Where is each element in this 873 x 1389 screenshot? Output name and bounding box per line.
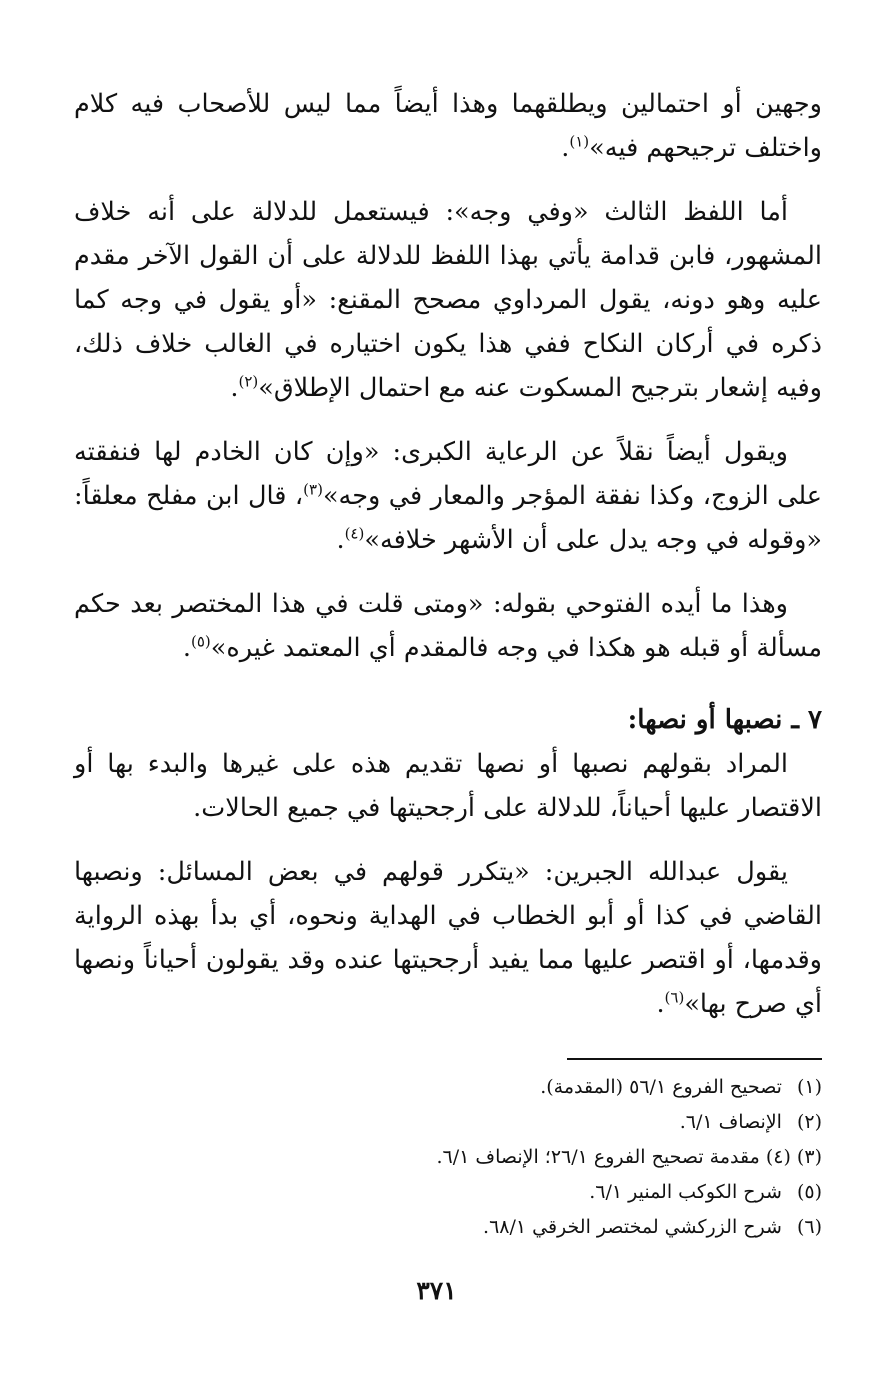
footnote-text: شرح الكوكب المنير ٦/١.	[589, 1181, 782, 1203]
footnote-1	[74, 1070, 822, 1105]
footnote-2	[74, 1105, 822, 1140]
paragraph-3	[74, 430, 822, 562]
footnote-5	[74, 1175, 822, 1210]
footnote-ref-4: (٤)	[344, 524, 365, 543]
footnote-text: الإنصاف ٦/١.	[679, 1111, 782, 1133]
paragraph-3-text-a: ويقول أيضاً نقلاً عن الرعاية الكبرى: «وإن كان الخادم لها فنفقته على الزوج، وكذا نفقة المؤجر والمعار في وجه»	[74, 437, 823, 511]
paragraph-4-text: وهذا ما أيده الفتوحي بقوله: «ومتى قلت في هذا المختصر بعد حكم مسألة أو قبله هو هكذا في وجه فالمقدم أي المعتمد غيره»	[74, 589, 822, 663]
footnote-text: تصحيح الفروع ٥٦/١ (المقدمة).	[540, 1076, 782, 1098]
main-text	[74, 82, 822, 1026]
footnote-text: شرح الزركشي لمختصر الخرقي ٦٨/١.	[483, 1216, 782, 1238]
paragraph-4-end: .	[182, 633, 191, 663]
footnote-number: (٦)	[796, 1216, 822, 1238]
paragraph-1	[74, 82, 822, 170]
page-number: ٣٧١	[416, 1276, 457, 1305]
paragraph-6	[74, 850, 822, 1026]
paragraph-5: المراد بقولهم نصبها أو نصها تقديم هذه على غيرها والبدء بها أو الاقتصار عليها أحياناً، للدلالة على أرجحيتها في جميع الحالات.	[74, 749, 822, 823]
footnote-ref-2: (٢)	[238, 372, 259, 391]
footnote-number: (١)	[796, 1076, 822, 1098]
paragraph-6-end: .	[656, 989, 665, 1019]
footnote-number: (٥)	[796, 1181, 822, 1203]
paragraph-3-end: .	[336, 525, 345, 555]
paragraph-2	[74, 190, 822, 410]
footnote-text: مقدمة تصحيح الفروع ٢٦/١؛ الإنصاف ٦/١.	[436, 1146, 760, 1168]
footnote-ref-3: (٣)	[303, 480, 323, 499]
footnote-divider	[567, 1058, 822, 1060]
paragraph-4	[74, 582, 822, 670]
section-heading: ٧ ـ نصبها أو نصها:	[627, 705, 822, 735]
paragraph-6-text: يقول عبدالله الجبرين: «يتكرر قولهم في بعض المسائل: ونصبها القاضي في كذا أو أبو الخطاب في الهداية ونحوه، أي بدأ بهذه الرواية وقدمها، أو اقتصر عليها مما يفيد أرجحيتها عنده وقد يقولون أحياناً ونصها أي صرح بها»	[74, 857, 822, 1019]
footnote-ref-1: (١)	[569, 132, 590, 151]
footnote-ref-5: (٥)	[190, 632, 211, 651]
paragraph-2-text: أما اللفظ الثالث «وفي وجه»: فيستعمل للدلالة على أنه خلاف المشهور، فابن قدامة يأتي بهذا اللفظ للدلالة على أن القول الآخر مقدم عليه وهو دونه، يقول المرداوي مصحح المقنع: «أو يقول في وجه كما ذكره في أركان النكاح ففي هذا يكون اختياره في الغالب خلاف ذلك، وفيه إشعار بترجيح المسكوت عنه مع احتمال الإطلاق»	[74, 197, 822, 403]
footnote-number: (٣) (٤)	[765, 1146, 822, 1168]
paragraph-1-text: وجهين أو احتمالين ويطلقهما وهذا أيضاً مما ليس للأصحاب فيه كلام واختلف ترجيحهم فيه»	[74, 89, 822, 163]
paragraph-3-text-b: ، قال ابن مفلح معلقاً: «وقوله في وجه يدل على أن الأشهر خلافه»	[74, 481, 822, 555]
footnote-number: (٢)	[796, 1111, 822, 1133]
footnote-ref-6: (٦)	[664, 988, 685, 1007]
paragraph-2-end: .	[230, 373, 239, 403]
footnotes	[74, 1070, 822, 1245]
paragraph-1-end: .	[561, 133, 570, 163]
footnote-6	[74, 1210, 822, 1245]
footnote-3-4	[74, 1140, 822, 1175]
